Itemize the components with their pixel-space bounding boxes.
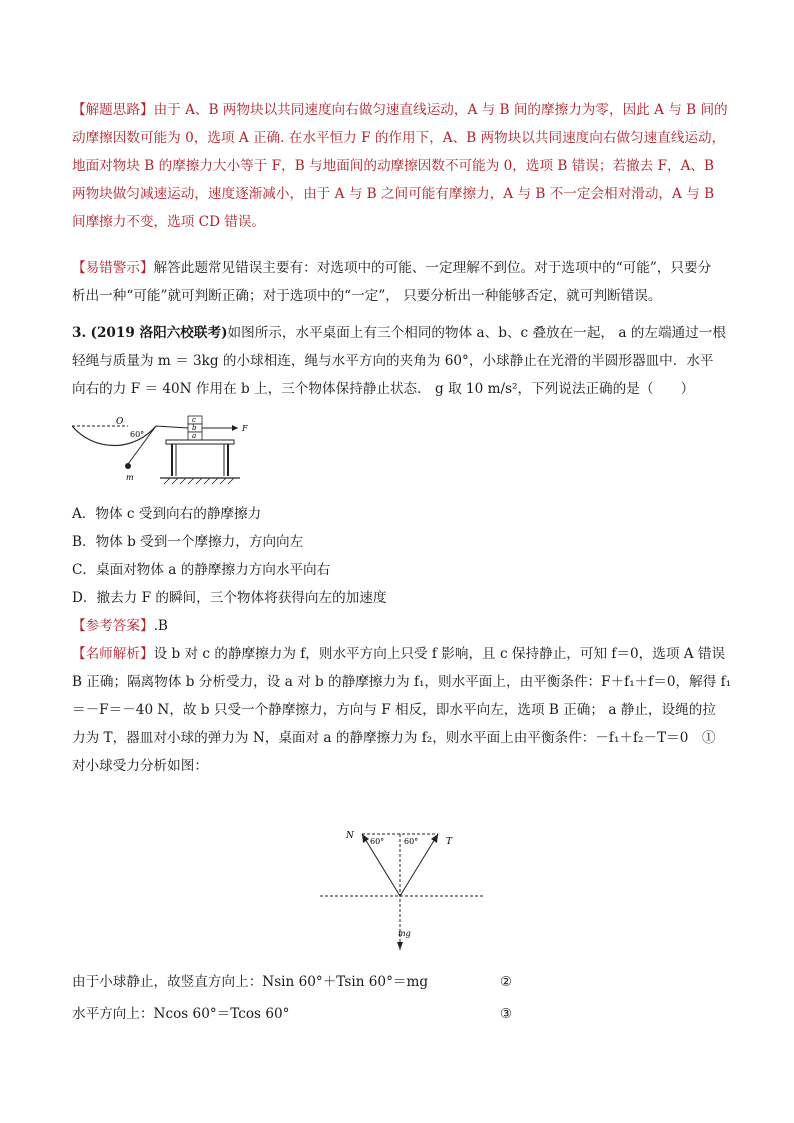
label-angle-1: 60°: [370, 837, 385, 846]
equation-2-text: 由于小球静止，故竖直方向上：Nsin 60°＋Tsin 60°＝mg: [72, 974, 429, 990]
equation-3: [72, 1000, 512, 1028]
solution-idea-line-3: 地面对物块 B 的摩擦力大小等于 F，B 与地面间的动摩擦因数不可能为 0，选项 B 错误；若撤去 F，A、B: [72, 158, 715, 174]
question-number: 3.: [72, 325, 87, 341]
label-angle: 60°: [130, 430, 145, 439]
teacher-analysis: [72, 640, 731, 780]
force-diagram: [320, 822, 520, 952]
equation-2-number: ②: [499, 974, 512, 990]
option-d: D．撤去力 F 的瞬间，三个物体将获得向左的加速度: [72, 590, 387, 606]
label-a: a: [192, 432, 197, 440]
analysis-line-5: 对小球受力分析如图：: [72, 758, 208, 774]
reference-answer: [72, 612, 386, 640]
equation-3-text: 水平方向上：Ncos 60°＝Tcos 60°: [72, 1006, 290, 1022]
solution-idea-line-2: 动摩擦因数可能为 0，选项 A 正确. 在水平恒力 F 的作用下，A、B 两物块以共同速度向右做匀速直线运动，: [72, 130, 726, 146]
ball: [125, 463, 131, 469]
question-3-line-2: 轻绳与质量为 m ＝ 3kg 的小球相连，绳与水平方向的夹角为 60°，小球静止在光滑的半圆形器皿中．水平: [72, 353, 714, 369]
equation-3-number: ③: [499, 1006, 512, 1022]
label-N: N: [346, 831, 354, 841]
label-F: F: [242, 424, 248, 433]
analysis-tag: 【名师解析】: [72, 646, 154, 662]
options-list: [72, 500, 386, 640]
setup-figure: [72, 412, 272, 494]
question-3-line-3: 向右的力 F ＝ 40N 作用在 b 上，三个物体保持静止状态． g 取 10 m/s²，下列说法正确的是（ ）: [72, 381, 695, 397]
error-warning-tag: 【易错警示】: [72, 260, 154, 276]
rope: [156, 426, 188, 428]
label-m: m: [126, 473, 134, 482]
question-3-line-1: 3. (2019 洛阳六校联考)如图所示，水平桌面上有三个相同的物体 a、b、c 叠放在一起， a 的左端通过一根: [72, 325, 726, 341]
solution-idea-line-5: 间摩擦力不变，选项 CD 错误。: [72, 214, 266, 230]
option-c: C．桌面对物体 a 的静摩擦力方向水平向右: [72, 562, 331, 578]
solution-idea-tag: 【解题思路】: [72, 102, 154, 118]
label-T: T: [446, 837, 453, 847]
error-warning-line-2: 析出一种“可能”就可判断正确；对于选项中的“一定”， 只要分析出一种能够否定，就可判断错误。: [72, 288, 662, 304]
label-angle-2: 60°: [404, 837, 419, 846]
error-warning-line-1: 【易错警示】解答此题常见错误主要有：对选项中的可能、一定理解不到位。对于选项中的“可能”，只要分: [72, 260, 712, 276]
analysis-line-3: ＝－F＝－40 N，故 b 只受一个静摩擦力，方向与 F 相反，即水平向左，选项 B 正确； a 静止，设绳的拉: [72, 702, 716, 718]
analysis-line-2: B 正确；隔离物体 b 分析受力，设 a 对 b 的静摩擦力为 f₁，则水平面上，由平衡条件：F＋f₁＋f＝0，解得 f₁: [72, 674, 732, 690]
answer-value: .B: [153, 618, 168, 634]
label-b: b: [192, 424, 197, 432]
option-b: B．物体 b 受到一个摩擦力，方向向左: [72, 534, 304, 550]
question-source: (2019 洛阳六校联考): [90, 325, 228, 341]
answer-tag: 【参考答案】: [72, 618, 154, 634]
analysis-line-1: 【名师解析】设 b 对 c 的静摩擦力为 f，则水平方向上只受 f 影响，且 c 保持静止，可知 f＝0，选项 A 错误: [72, 646, 726, 662]
error-warning-section: [72, 254, 711, 310]
label-O: O: [116, 417, 124, 427]
solution-idea-section: [72, 96, 728, 236]
label-c: c: [192, 416, 196, 424]
equation-2: [72, 968, 512, 996]
question-3: [72, 319, 726, 403]
option-a: A．物体 c 受到向右的静摩擦力: [72, 506, 262, 522]
analysis-line-4: 力为 T，器皿对小球的弹力为 N，桌面对 a 的静摩擦力为 f₂，则水平面上由平衡条件：－f₁＋f₂－T＝0 ①: [72, 730, 716, 746]
label-mg: mg: [398, 929, 411, 938]
solution-idea-line-1: 【解题思路】由于 A、B 两物块以共同速度向右做匀速直线运动，A 与 B 间的摩擦力为零，因此 A 与 B 间的: [72, 102, 728, 118]
solution-idea-line-4: 两物块做匀减速运动，速度逐渐减小，由于 A 与 B 之间可能有摩擦力，A 与 B 不一定会相对滑动，A 与 B: [72, 186, 715, 202]
